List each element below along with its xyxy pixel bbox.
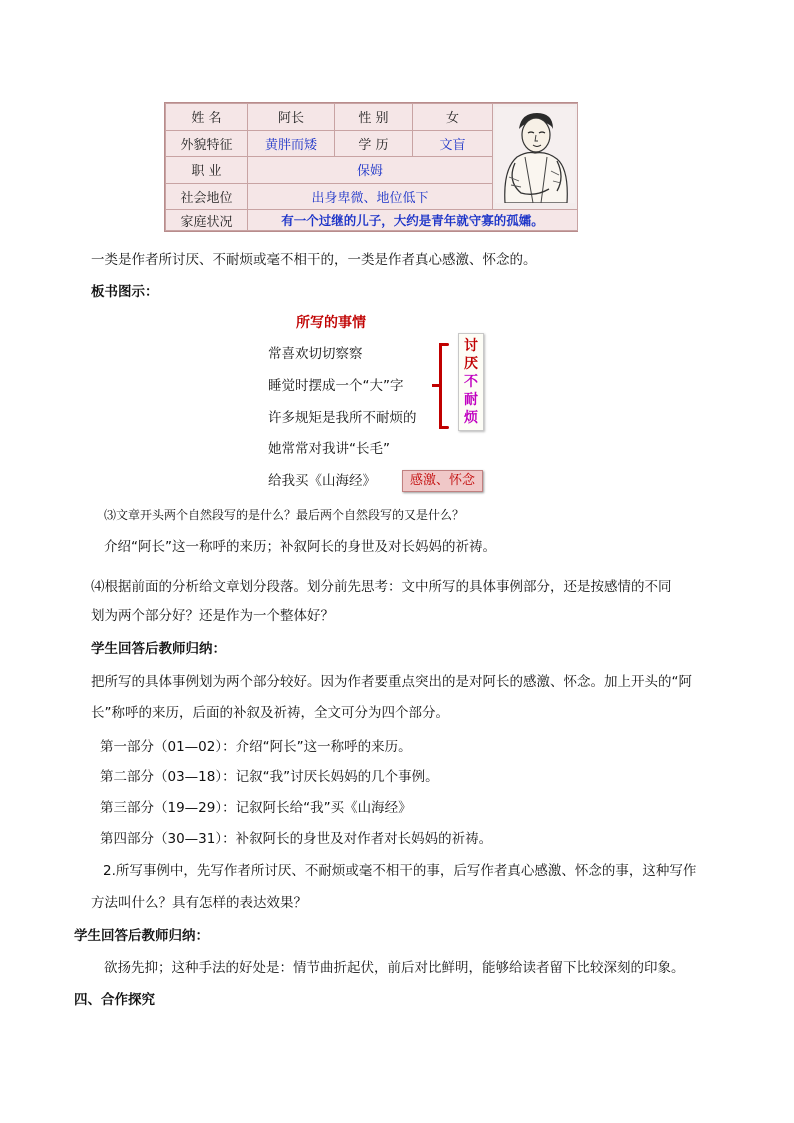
student-answer-heading-2: 学生回答后教师归纳：: [74, 928, 209, 944]
job-value: 保姆: [248, 157, 493, 184]
answer-2: 欲扬先抑；这种手法的好处是：情节曲折起伏，前后对比鲜明，能够给读者留下比较深刻的印象。: [104, 960, 685, 976]
part-1: 第一部分（01—02）：介绍“阿长”这一称呼的来历。: [100, 739, 412, 755]
family-value: 有一个过继的儿子，大约是青年就守寡的孤孀。: [248, 210, 578, 231]
portrait-image: [493, 104, 578, 210]
appearance-value: 黄胖而矮: [248, 130, 335, 157]
dislike-char-5: 烦: [464, 410, 478, 426]
diagram-item-4: 她常常对我讲“长毛”: [268, 441, 390, 457]
diagram-item-2: 睡觉时摆成一个“大”字: [268, 378, 404, 394]
gender-label: 性 别: [335, 104, 413, 131]
name-value: 阿长: [248, 104, 335, 131]
question-2-line-1: 2.所写事例中，先写作者所讨厌、不耐烦或毫不相干的事，后写作者真心感激、怀念的事，这种写作: [103, 863, 697, 879]
status-label: 社会地位: [166, 183, 248, 210]
diagram-item-1: 常喜欢切切察察: [268, 346, 363, 362]
student-answer-heading-1: 学生回答后教师归纳：: [91, 641, 226, 657]
education-label: 学 历: [335, 130, 413, 157]
job-label: 职 业: [166, 157, 248, 184]
section-4-heading: 四、合作探究: [74, 992, 155, 1008]
question-4-line-1: ⑷根据前面的分析给文章划分段落。划分前先思考：文中所写的具体事例部分，还是按感情的不同: [91, 579, 672, 595]
answer-4-line-1: 把所写的具体事例划为两个部分较好。因为作者要重点突出的是对阿长的感激、怀念。加上开头的“阿: [91, 674, 692, 690]
profile-table: [164, 102, 578, 232]
diagram-title: 所写的事情: [296, 315, 366, 331]
gender-value: 女: [413, 104, 493, 131]
categories-paragraph: 一类是作者所讨厌、不耐烦或毫不相干的，一类是作者真心感激、怀念的。: [91, 252, 537, 268]
emotion-label-box: 感激、怀念: [402, 470, 483, 492]
dislike-label-box: [458, 333, 484, 431]
family-label: 家庭状况: [166, 210, 248, 231]
appearance-label: 外貌特征: [166, 130, 248, 157]
dislike-char-3: 不: [464, 374, 478, 390]
part-4: 第四部分（30—31）：补叙阿长的身世及对作者对长妈妈的祈祷。: [100, 831, 493, 847]
part-3: 第三部分（19—29）：记叙阿长给“我”买《山海经》: [100, 800, 412, 816]
question-4-line-2: 划为两个部分好？还是作为一个整体好？: [91, 608, 334, 624]
part-2: 第二部分（03—18）：记叙“我”讨厌长妈妈的几个事例。: [100, 769, 439, 785]
dislike-char-4: 耐: [464, 392, 478, 408]
dislike-char-1: 讨: [464, 338, 478, 354]
portrait-illustration: [495, 107, 575, 203]
bracket-point: [432, 384, 440, 387]
education-value: 文盲: [413, 130, 493, 157]
answer-4-line-2: 长”称呼的来历，后面的补叙及祈祷，全文可分为四个部分。: [91, 705, 449, 721]
answer-3: 介绍“阿长”这一称呼的来历；补叙阿长的身世及对长妈妈的祈祷。: [104, 539, 496, 555]
diagram-item-3: 许多规矩是我所不耐烦的: [268, 410, 417, 426]
diagram-item-5: 给我买《山海经》: [268, 473, 376, 489]
question-3: ⑶文章开头两个自然段写的是什么？最后两个自然段写的又是什么？: [104, 508, 465, 522]
board-heading: 板书图示：: [91, 284, 159, 300]
bracket-bottom: [439, 426, 449, 429]
status-value: 出身卑微、地位低下: [248, 183, 493, 210]
dislike-char-2: 厌: [464, 356, 478, 372]
name-label: 姓 名: [166, 104, 248, 131]
question-2-line-2: 方法叫什么？具有怎样的表达效果？: [91, 895, 307, 911]
bracket-top: [439, 343, 449, 346]
